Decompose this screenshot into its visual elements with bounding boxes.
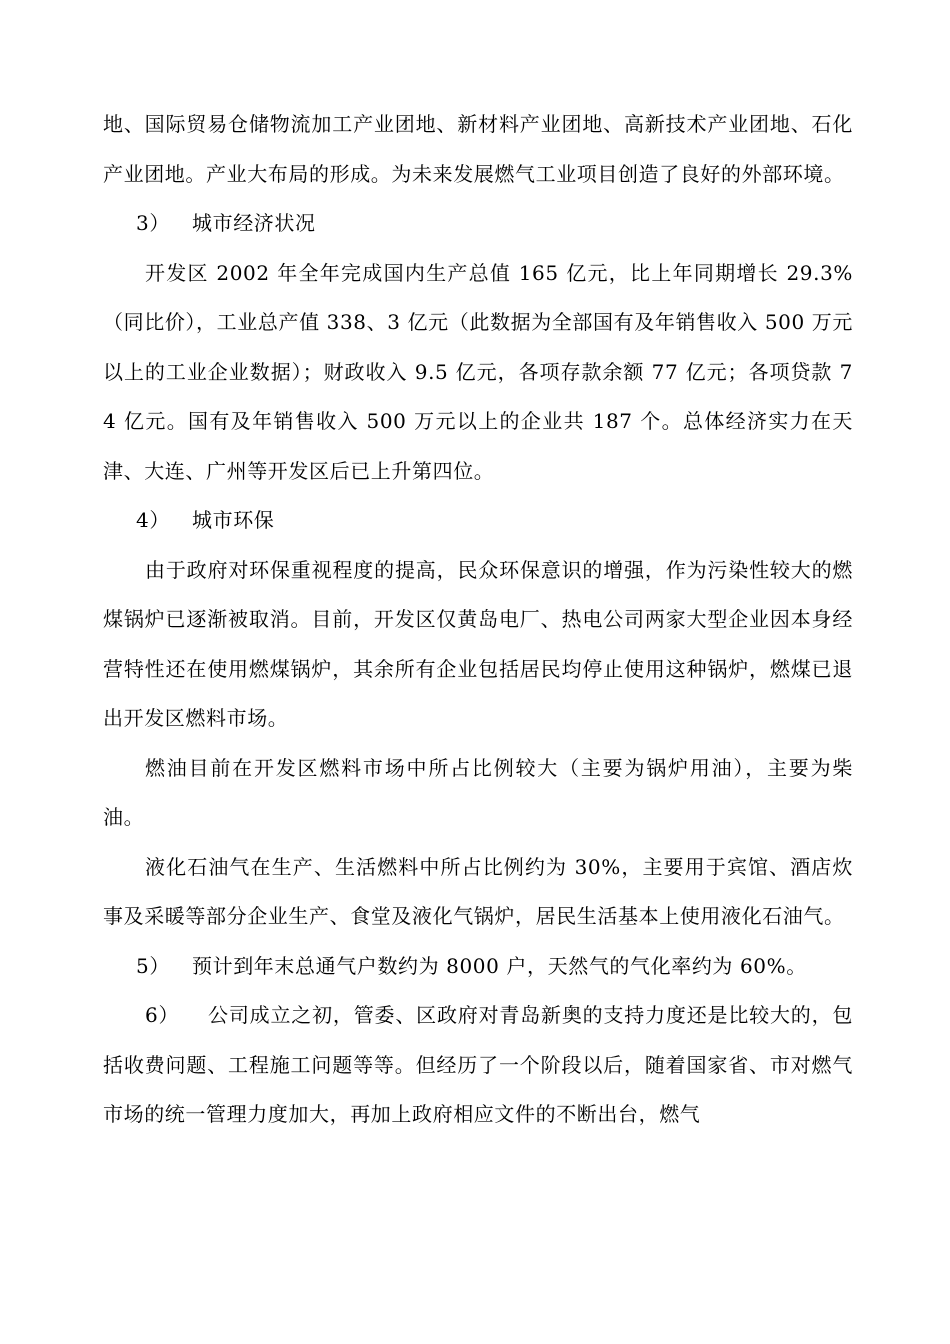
section-number: 4） (136, 508, 170, 532)
section-number: 3） (136, 211, 170, 235)
paragraph-company-support (103, 991, 853, 1140)
section-title: 城市环保 (192, 508, 275, 532)
section-number: 6） (145, 1003, 180, 1027)
section-heading-environment (103, 496, 853, 546)
paragraph-body: 公司成立之初，管委、区政府对青岛新奥的支持力度还是比较大的，包括收费问题、工程施工问题等等。但经历了一个阶段以后，随着国家省、市对燃气市场的统一管理力度加大，再加上政府相应文件的不断出台，燃气 (103, 1003, 853, 1126)
section-heading-economy (103, 199, 853, 249)
section-number: 5） (136, 953, 170, 978)
paragraph-lpg: 液化石油气在生产、生活燃料中所占比例约为 30%，主要用于宾馆、酒店炊事及采暖等部分企业生产、食堂及液化气锅炉，居民生活基本上使用液化石油气。 (103, 854, 853, 928)
section-title: 预计到年末总通气户数约为 8000 户，天然气的气化率约为 60%。 (192, 953, 807, 978)
section-title: 城市经济状况 (192, 211, 316, 235)
paragraph-coal-boilers: 由于政府对环保重视程度的提高，民众环保意识的增强，作为污染性较大的燃煤锅炉已逐渐被取消。目前，开发区仅黄岛电厂、热电公司两家大型企业因本身经营特性还在使用燃煤锅炉，其余所有企业包括居民均停止使用这种锅炉，燃煤已退出开发区燃料市场。 (103, 557, 853, 730)
paragraph-industrial-layout: 地、国际贸易仓储物流加工产业团地、新材料产业团地、高新技术产业团地、石化产业团地。产业大布局的形成。为未来发展燃气工业项目创造了良好的外部环境。 (103, 112, 853, 186)
document-page (103, 100, 853, 1140)
paragraph-economy-stats: 开发区 2002 年全年完成国内生产总值 165 亿元，比上年同期增长 29.3%（同比价），工业总产值 338、3 亿元（此数据为全部国有及年销售收入 500 万元以上的工业企业数据）；财政收入 9.5 亿元，各项存款余额 77 亿元；各项贷款 74 亿元。国有及年销售收入 500 万元以上的企业共 187 个。总体经济实力在天津、大连、广州等开发区后已上升第四位。 (103, 260, 853, 483)
section-heading-gasification (103, 942, 853, 992)
paragraph-fuel-oil: 燃油目前在开发区燃料市场中所占比例较大（主要为锅炉用油），主要为柴油。 (103, 755, 853, 829)
